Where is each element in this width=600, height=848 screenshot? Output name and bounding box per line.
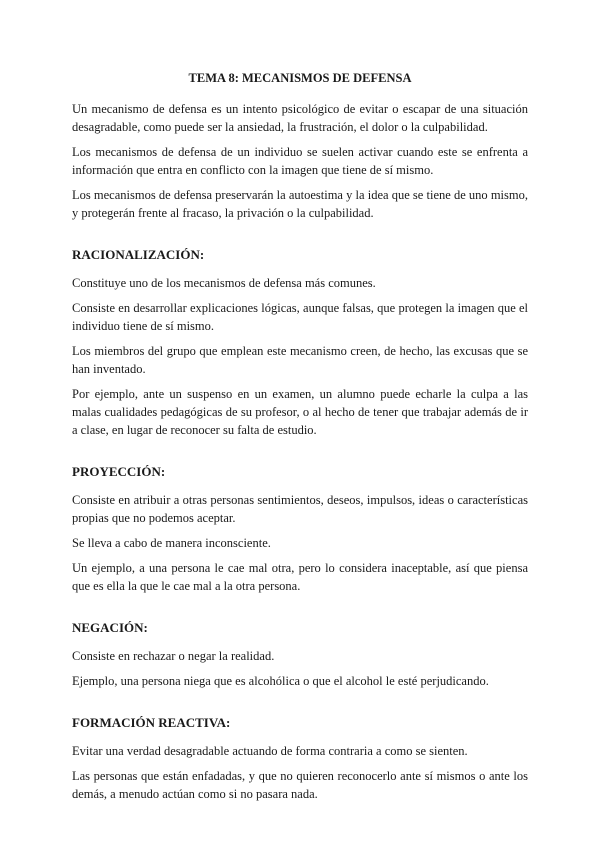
section-paragraph: Consiste en rechazar o negar la realidad. xyxy=(72,649,275,663)
section-paragraph: Un ejemplo, a una persona le cae mal otra, pero lo considera inaceptable, así que piensa que es ella la que le cae mal a la otra persona. xyxy=(72,561,528,593)
section-paragraph: Los miembros del grupo que emplean este mecanismo creen, de hecho, las excusas que se han inventado. xyxy=(72,344,528,376)
section-heading: RACIONALIZACIÓN: xyxy=(72,247,205,262)
section-heading: FORMACIÓN REACTIVA: xyxy=(72,715,231,730)
document-title: TEMA 8: MECANISMOS DE DEFENSA xyxy=(188,71,412,85)
section-paragraph: Se lleva a cabo de manera inconsciente. xyxy=(72,536,271,550)
intro-paragraph: Los mecanismos de defensa preservarán la autoestima y la idea que se tiene de uno mismo, y protegerán frente al fracaso, la privación o la culpabilidad. xyxy=(72,188,528,220)
section-racionalizacion xyxy=(72,246,528,439)
section-negacion xyxy=(72,619,528,690)
section-paragraph: Las personas que están enfadadas, y que no quieren reconocerlo ante sí mismos o ante los demás, a menudo actúan como si no pasara nada. xyxy=(72,769,528,801)
section-formacion-reactiva xyxy=(72,714,528,803)
intro-paragraph: Los mecanismos de defensa de un individuo se suelen activar cuando este se enfrenta a información que entra en conflicto con la imagen que tiene de sí mismo. xyxy=(72,145,528,177)
section-heading: PROYECCIÓN: xyxy=(72,464,166,479)
section-paragraph: Constituye uno de los mecanismos de defensa más comunes. xyxy=(72,276,376,290)
intro-paragraph: Un mecanismo de defensa es un intento psicológico de evitar o escapar de una situación desagradable, como puede ser la ansiedad, la frustración, el dolor o la culpabilidad. xyxy=(72,102,528,134)
section-paragraph: Evitar una verdad desagradable actuando de forma contraria a como se sienten. xyxy=(72,744,468,758)
section-paragraph: Por ejemplo, ante un suspenso en un examen, un alumno puede echarle la culpa a las malas cualidades pedagógicas de su profesor, o al hecho de tener que trabajar además de ir a clase, en lugar de reconocer su falta de estudio. xyxy=(72,387,528,437)
section-paragraph: Consiste en atribuir a otras personas sentimientos, deseos, impulsos, ideas o características propias que no podemos aceptar. xyxy=(72,493,528,525)
section-heading: NEGACIÓN: xyxy=(72,620,148,635)
document-page xyxy=(72,70,528,810)
section-proyeccion xyxy=(72,463,528,595)
section-paragraph: Ejemplo, una persona niega que es alcohólica o que el alcohol le esté perjudicando. xyxy=(72,674,489,688)
intro-section xyxy=(72,100,528,222)
section-paragraph: Consiste en desarrollar explicaciones lógicas, aunque falsas, que protegen la imagen que el individuo tiene de sí mismo. xyxy=(72,301,528,333)
